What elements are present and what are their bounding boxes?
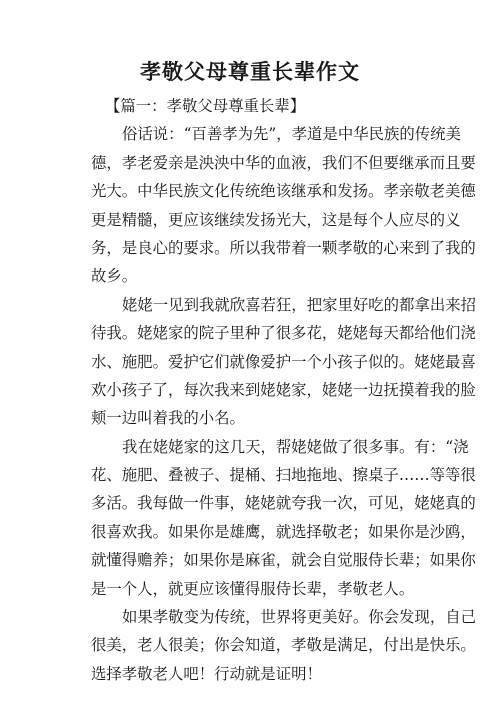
paragraph-line: 故乡。 xyxy=(91,267,138,286)
paragraph-line: 多活。我每做一件事，姥姥就夸我一次，可见，姥姥真的 xyxy=(91,494,476,513)
paragraph-line: 德，孝老爱亲是泱泱中华的血液，我们不但要继承而且要 xyxy=(91,153,476,172)
paragraph-line: 很喜欢我。如果你是雄鹰，就选择敬老；如果你是沙鸥， xyxy=(91,522,476,541)
paragraph-line: 就懂得赡养；如果你是麻雀，就会自觉服侍长辈；如果你 xyxy=(91,551,476,570)
paragraph-line: 我在姥姥家的这几天，帮姥姥做了很多事。有：“浇 xyxy=(122,437,469,456)
paragraph-line: 光大。中华民族文化传统绝该继承和发扬。孝亲敬老美德 xyxy=(91,182,476,201)
paragraph-line: 花、施肥、叠被子、提桶、扫地拖地、擦桌子……等等很 xyxy=(91,466,476,485)
paragraph-line: 是一个人，就更应该懂得服侍长辈，孝敬老人。 xyxy=(91,579,415,598)
paragraph-line: 颊一边叫着我的小名。 xyxy=(91,409,245,428)
essay-body xyxy=(91,92,476,688)
paragraph-line: 如果孝敬变为传统，世界将更美好。你会发现，自己 xyxy=(122,608,476,627)
paragraph-line: 俗话说：“百善孝为先”，孝道是中华民族的传统美 xyxy=(122,125,461,144)
document-title: 孝敬父母尊重长辈作文 xyxy=(140,60,360,84)
paragraph-line: 选择孝敬老人吧！行动就是证明！ xyxy=(91,664,322,683)
paragraph-line: 待我。姥姥家的院子里种了很多花，姥姥每天都给他们浇 xyxy=(91,324,476,343)
paragraph-line: 水、施肥。爱护它们就像爱护一个小孩子似的。姥姥最喜 xyxy=(91,352,476,371)
paragraph-line: 欢小孩子了，每次我来到姥姥家，姥姥一边抚摸着我的脸 xyxy=(91,380,476,399)
paragraph-line: 很美，老人很美；你会知道，孝敬是满足，付出是快乐。 xyxy=(91,636,476,655)
paragraph-line: 姥姥一见到我就欣喜若狂，把家里好吃的都拿出来招 xyxy=(122,295,476,314)
paragraph-line: 务，是良心的要求。所以我带着一颗孝敬的心来到了我的 xyxy=(91,238,476,257)
section-heading: 【篇一：孝敬父母尊重长辈】 xyxy=(105,97,306,115)
paragraph-line: 更是精髓，更应该继续发扬光大，这是每个人应尽的义 xyxy=(91,210,461,229)
